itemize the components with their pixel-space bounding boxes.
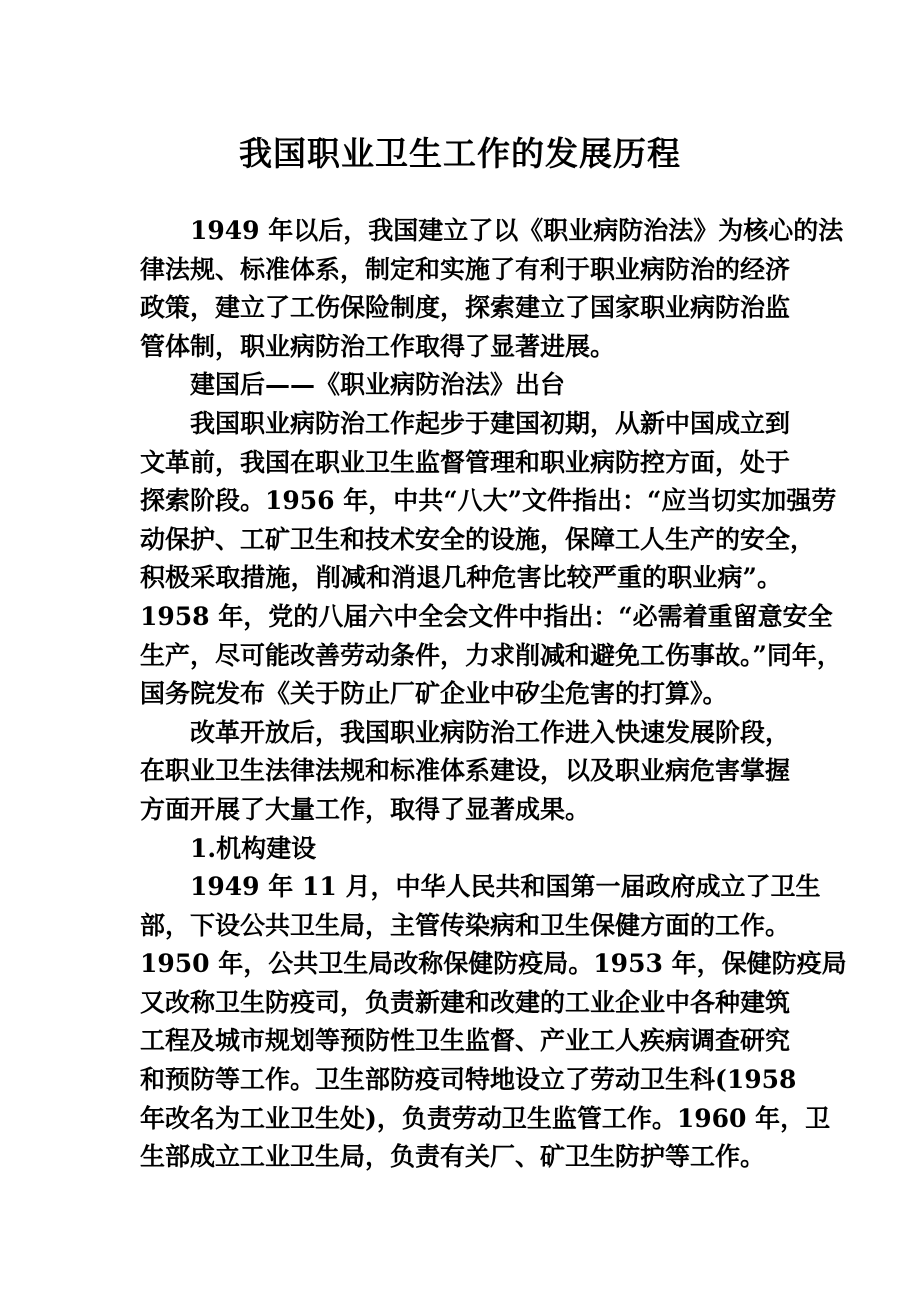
text-line: 和预防等工作。卫生部防疫司特地设立了劳动卫生科(1958 <box>140 1065 797 1095</box>
text-line: 动保护、工矿卫生和技术安全的设施，保障工人生产的安全， <box>140 524 816 554</box>
text-line: 探索阶段。1956 年，中共“八大”文件指出：“应当切实加强劳 <box>140 486 837 516</box>
paragraph <box>140 405 842 714</box>
text-line: 年改名为工业卫生处)，负责劳动卫生监管工作。1960 年，卫 <box>140 1103 831 1133</box>
paragraph <box>140 212 844 366</box>
text-line: 生部成立工业卫生局，负责有关厂、矿卫生防护等工作。 <box>140 1142 766 1172</box>
paragraph <box>140 830 782 869</box>
text-line: 部，下设公共卫生局，主管传染病和卫生保健方面的工作。 <box>140 910 791 940</box>
paragraph <box>140 366 782 405</box>
text-line: 文革前，我国在职业卫生监督管理和职业病防控方面，处于 <box>140 447 791 477</box>
text-line: 又改称卫生防疫司，负责新建和改建的工业企业中各种建筑 <box>140 987 791 1017</box>
text-line: 工程及城市规划等预防性卫生监督、产业工人疾病调查研究 <box>140 1026 791 1056</box>
text-line: 我国职业病防治工作起步于建国初期，从新中国成立到 <box>190 408 791 438</box>
document-body <box>140 212 847 1177</box>
text-line: 生产，尽可能改善劳动条件，力求削减和避免工伤事故。”同年， <box>140 640 842 670</box>
paragraph <box>140 714 791 830</box>
text-line: 1958 年，党的八届六中全会文件中指出：“必需着重留意安全 <box>140 601 833 631</box>
paragraph <box>140 868 847 1177</box>
text-line: 建国后——《职业病防治法》出台 <box>190 370 566 400</box>
text-line: 改革开放后，我国职业病防治工作进入快速发展阶段， <box>190 717 791 747</box>
text-line: 管体制，职业病防治工作取得了显著进展。 <box>140 331 616 361</box>
text-line: 国务院发布《关于防止厂矿企业中矽尘危害的打算》。 <box>140 679 728 709</box>
text-line: 政策，建立了工伤保险制度，探索建立了国家职业病防治监 <box>140 293 791 323</box>
text-line: 积极采取措施，削减和消退几种危害比较严重的职业病”。 <box>140 563 782 593</box>
text-line: 1949 年以后，我国建立了以《职业病防治法》为核心的法 <box>190 216 844 245</box>
text-line: 律法规、标准体系，制定和实施了有利于职业病防治的经济 <box>140 254 791 284</box>
text-line: 1950 年，公共卫生局改称保健防疫局。1953 年，保健防疫局 <box>140 949 847 979</box>
text-line: 方面开展了大量工作，取得了显著成果。 <box>140 794 591 824</box>
text-line: 1949 年 11 月，中华人民共和国第一届政府成立了卫生 <box>190 872 821 902</box>
text-line: 在职业卫生法律法规和标准体系建设，以及职业病危害掌握 <box>140 756 791 786</box>
text-line: 1.机构建设 <box>190 833 317 863</box>
document-title: 我国职业卫生工作的发展历程 <box>239 134 681 173</box>
